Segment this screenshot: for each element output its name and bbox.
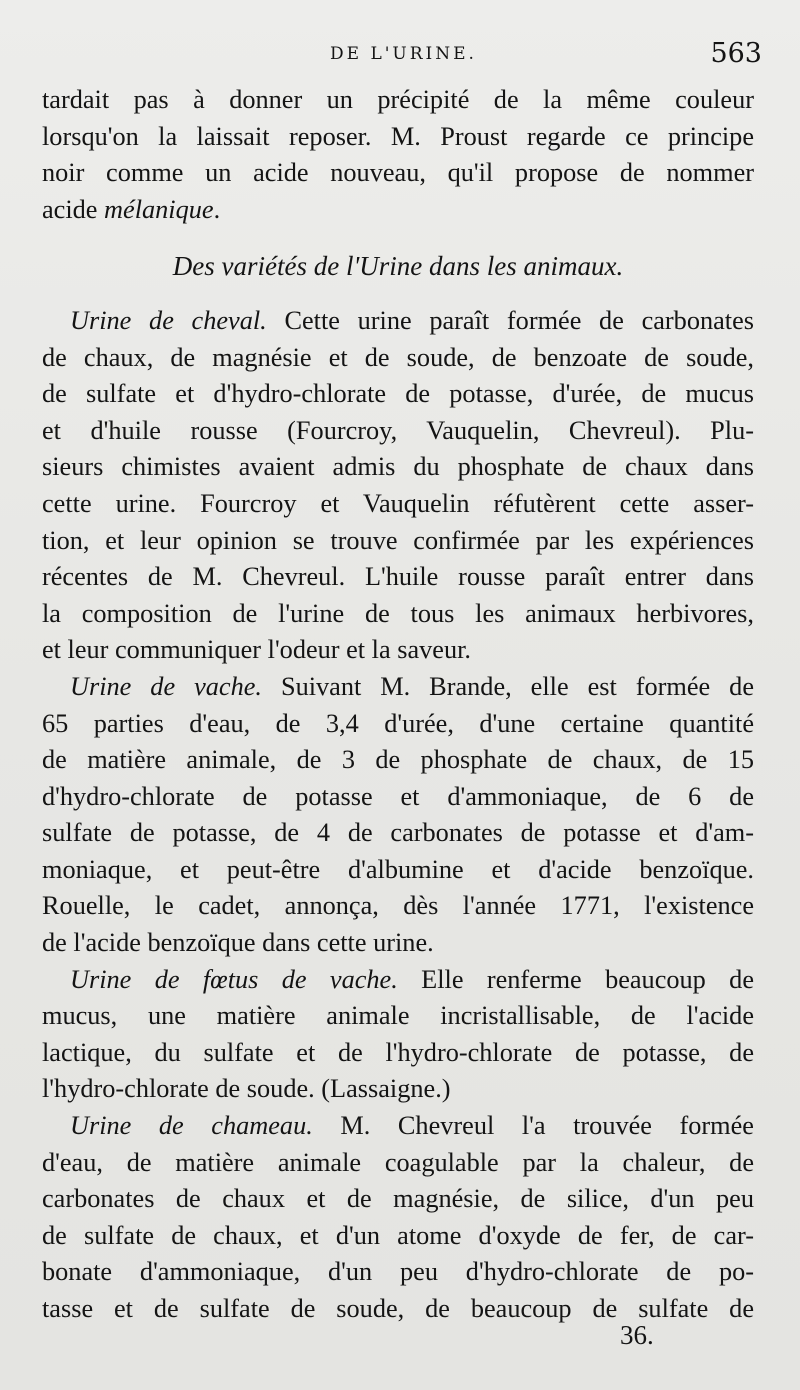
paragraph-first-line: [42, 962, 754, 999]
text-line: la composition de l'urine de tous les animaux herbivores,: [42, 598, 754, 628]
text-line: Rouelle, le cadet, annonça, dès l'année 1771, l'existence: [42, 891, 754, 921]
text-run: M. Chevreul l'a trouvée formée: [340, 1111, 754, 1141]
text-line: de chaux, de magnésie et de soude, de benzoate de soude,: [42, 342, 754, 372]
text-line: et leur communiquer l'odeur et la saveur.: [42, 635, 471, 665]
running-head: DE L'URINE.: [330, 44, 477, 64]
text-run: Cette urine paraît formée de carbonates: [284, 305, 754, 335]
paragraph-first-line: [42, 669, 754, 706]
text-line: 65 parties d'eau, de 3,4 d'urée, d'une certaine quantité: [42, 708, 754, 738]
paragraph-title: Urine de vache.: [70, 671, 262, 701]
italic-term: mélanique: [104, 194, 214, 224]
text-line: de sulfate de chaux, et d'un atome d'oxyde de fer, de car-: [42, 1220, 754, 1250]
text-run: Elle renferme beaucoup de: [421, 964, 754, 994]
text-line: sulfate de potasse, de 4 de carbonates de potasse et d'am-: [42, 818, 754, 848]
text-line: l'hydro-chlorate de soude. (Lassaigne.): [42, 1074, 451, 1104]
text-line: d'eau, de matière animale coagulable par la chaleur, de: [42, 1147, 754, 1177]
text-line: lorsqu'on la laissait reposer. M. Proust regarde ce principe: [42, 121, 754, 151]
text-line: de l'acide benzoïque dans cette urine.: [42, 928, 434, 958]
section-heading: Des variétés de l'Urine dans les animaux.: [172, 251, 624, 282]
paragraph-first-line: [42, 303, 754, 340]
page-header: [42, 36, 772, 76]
paragraph-title: Urine de cheval.: [70, 305, 267, 335]
paragraph-title: Urine de chameau.: [70, 1111, 313, 1141]
signature-mark: 36.: [620, 1320, 654, 1350]
page-number: 563: [710, 38, 762, 69]
text-line: récentes de M. Chevreul. L'huile rousse paraît entrer dans: [42, 562, 754, 592]
text-line: cette urine. Fourcroy et Vauquelin réfutèrent cette asser-: [42, 488, 754, 518]
text-line: sieurs chimistes avaient admis du phosphate de chaux dans: [42, 452, 754, 482]
paragraph-first-line: [42, 1108, 754, 1145]
text-line: d'hydro-chlorate de potasse et d'ammoniaque, de 6 de: [42, 781, 754, 811]
text-line: moniaque, et peut-être d'albumine et d'acide benzoïque.: [42, 854, 754, 884]
text-line: carbonates de chaux et de magnésie, de silice, d'un peu: [42, 1184, 754, 1214]
body-text: [42, 82, 754, 1328]
text-line: tardait pas à donner un précipité de la même couleur: [42, 85, 754, 114]
text-line: tion, et leur opinion se trouve confirmée par les expériences: [42, 525, 754, 555]
text-line: de sulfate et d'hydro-chlorate de potasse, d'urée, de mucus: [42, 379, 754, 409]
text-line: mucus, une matière animale incristallisable, de l'acide: [42, 1001, 754, 1031]
text-line: tasse et de sulfate de soude, de beaucoup de sulfate de: [42, 1294, 754, 1323]
text-line: noir comme un acide nouveau, qu'il propose de nommer: [42, 158, 754, 188]
text-run: Suivant M. Brande, elle est formée de: [280, 671, 754, 701]
text-line: et d'huile rousse (Fourcroy, Vauquelin, Chevreul). Plu-: [42, 415, 754, 445]
paragraph-title: Urine de fœtus de vache.: [70, 964, 398, 994]
text-line: de matière animale, de 3 de phosphate de chaux, de 15: [42, 745, 754, 775]
text-line: lactique, du sulfate et de l'hydro-chlorate de potasse, de: [42, 1037, 754, 1067]
text-line: bonate d'ammoniaque, d'un peu d'hydro-chlorate de po-: [42, 1257, 754, 1287]
text-line-last: acide mélanique.: [42, 194, 221, 224]
